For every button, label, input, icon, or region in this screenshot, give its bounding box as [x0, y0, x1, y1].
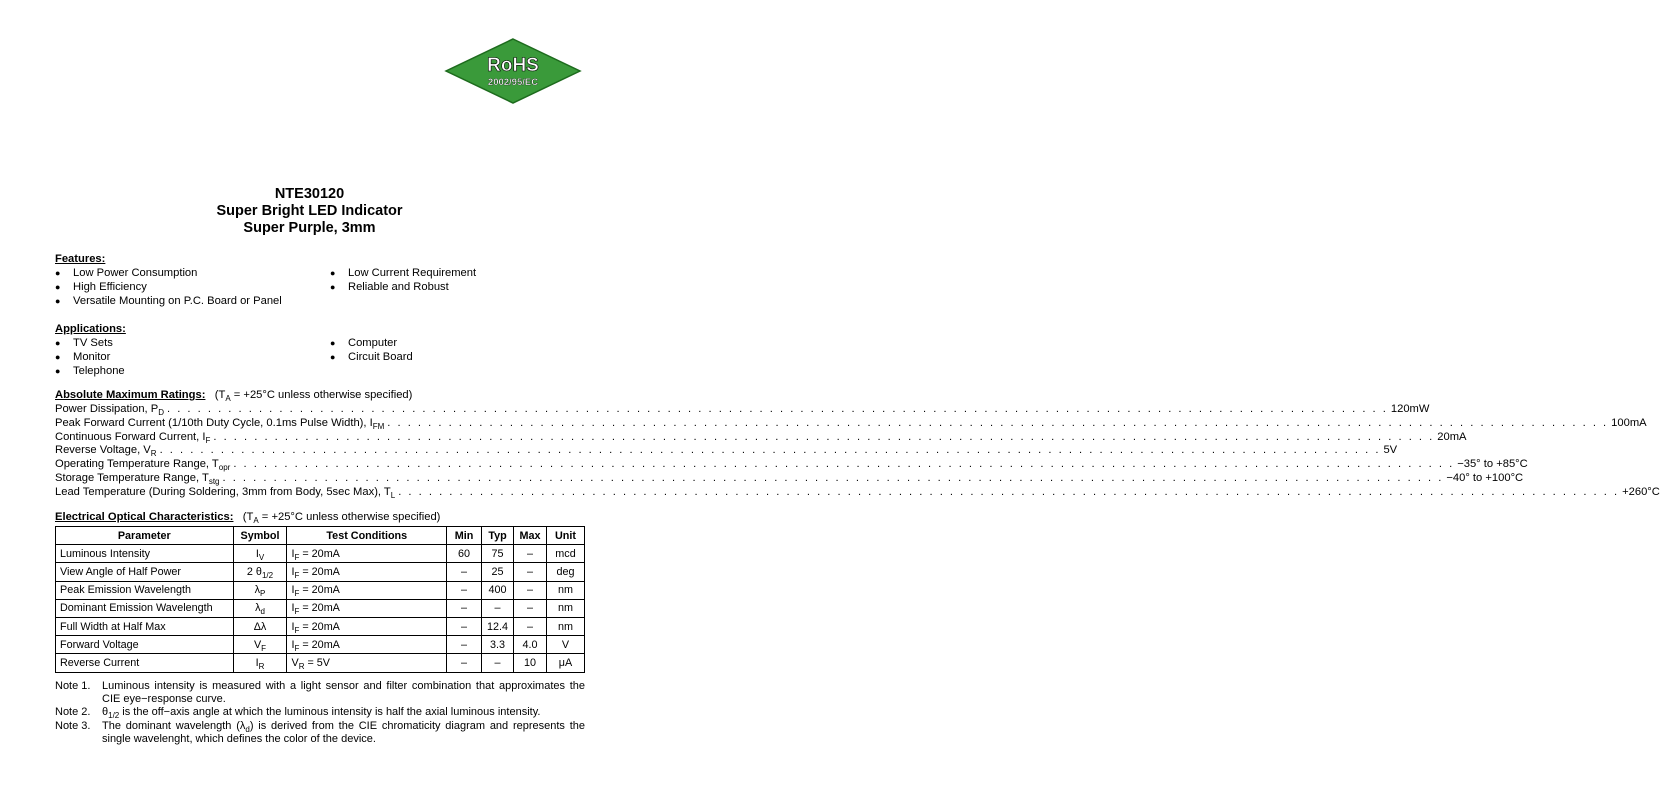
eo-heading: Electrical Optical Characteristics:: [55, 511, 234, 523]
rating-label: Continuous Forward Current, $I_F$: [55, 430, 211, 445]
cell-symbol: $V_F$: [233, 636, 287, 654]
cell-unit: nm: [547, 581, 585, 599]
eo-table: [55, 526, 585, 673]
list-item: ● TV Sets: [55, 336, 330, 350]
rating-value: −35° to +85°C: [1457, 458, 1528, 471]
table-row: [56, 581, 585, 599]
rating-value: −40° to +100°C: [1446, 471, 1524, 484]
cell-min: –: [447, 617, 482, 635]
cell-symbol: $\lambda_P$: [233, 581, 287, 599]
list-item: ● Telephone: [55, 364, 330, 378]
cell-unit: mcd: [547, 545, 585, 563]
leader-dots: . . . . . . . . . . . . . . . . . . . . . . . . . . . . . . . . . . . . . . . . . . . . . . . . . . . . . . . . . . . . . . . . . . . . . . . . . . . . . . . . . . . . . . . . . . . . . . . . . . . . . . . . . . . . . . . . . . . . . . . .: [167, 403, 1388, 415]
note-pre: The dominant wavelength (λ: [102, 719, 246, 732]
leader-dots: . . . . . . . . . . . . . . . . . . . . . . . . . . . . . . . . . . . . . . . . . . . . . . . . . . . . . . . . . . . . . . . . . . . . . . . . . . . . . . . . . . . . . . . . . . . . . . . . . . . . . . . . . . . . . . . . . . . . . . . .: [387, 416, 1609, 429]
applications-list-right: [330, 336, 413, 378]
notes-section: [55, 680, 585, 746]
cell-max: –: [514, 545, 547, 563]
cell-unit: deg: [547, 563, 585, 581]
col-header: Unit: [547, 527, 585, 545]
cell-parameter: Reverse Current: [56, 654, 234, 672]
note-2: [55, 706, 585, 719]
table-header-row: [56, 527, 585, 545]
features-heading: Features:: [55, 253, 106, 265]
cell-unit: nm: [547, 599, 585, 617]
table-row: [56, 617, 585, 635]
list-item: ● Low Power Consumption: [55, 266, 330, 280]
cell-symbol: $\lambda_d$: [233, 599, 287, 617]
table-row: [56, 563, 585, 581]
list-item: ● Circuit Board: [330, 350, 413, 364]
features-list-left: [55, 266, 330, 308]
table-row: [56, 654, 585, 672]
cell-typ: 3.3: [482, 636, 514, 654]
condition-text: = +25°C unless otherwise specified): [258, 511, 441, 523]
note-text: Luminous intensity is measured with a light sensor and filter combination that approximates the CIE eye−response curve.: [102, 680, 585, 706]
cell-typ: –: [482, 654, 514, 672]
note-label: Note 2.: [55, 706, 91, 719]
list-item: ● Computer: [330, 336, 413, 350]
cell-max: –: [514, 617, 547, 635]
title-line-3: Super Purple, 3mm: [243, 220, 376, 236]
rating-row: [55, 444, 1398, 459]
ratings-list: [55, 403, 1660, 501]
eo-header: [55, 510, 585, 525]
leader-dots: . . . . . . . . . . . . . . . . . . . . . . . . . . . . . . . . . . . . . . . . . . . . . . . . . . . . . . . . . . . . . . . . . . . . . . . . . . . . . . . . . . . . . . . . . . . . . . . . . . . . . . . . . . . . . . . . . . . . . . . .: [159, 444, 1381, 457]
list-item: ● Low Current Requirement: [330, 266, 476, 280]
cell-symbol: $I_V$: [233, 545, 287, 563]
abs-max-heading: Absolute Maximum Ratings:: [55, 389, 206, 401]
col-header: Symbol: [233, 527, 287, 545]
rating-label: Storage Temperature Range, $T_{stg}$: [55, 471, 220, 487]
cell-unit: V: [547, 636, 585, 654]
cell-test-conditions: $I_F = 20mA$: [287, 599, 447, 617]
rating-row: [55, 403, 1430, 418]
note-3: [55, 720, 585, 746]
condition-text: (T: [242, 511, 254, 523]
cell-test-conditions: $I_F = 20mA$: [287, 636, 447, 654]
part-number: NTE30120: [274, 186, 345, 202]
condition-text: = +25°C unless otherwise specified): [230, 389, 413, 401]
cell-parameter: Forward Voltage: [56, 636, 234, 654]
cell-test-conditions: $I_F = 20mA$: [287, 581, 447, 599]
col-header: Typ: [482, 527, 514, 545]
cell-min: 60: [447, 545, 482, 563]
rohs-directive: 2002/95/EC: [487, 77, 539, 88]
rating-row: [55, 485, 1660, 501]
list-item: ● Reliable and Robust: [330, 280, 476, 294]
note-sub: d: [245, 724, 250, 734]
cell-parameter: Dominant Emission Wavelength: [56, 599, 234, 617]
col-header: Max: [514, 527, 547, 545]
title-line-2: Super Bright LED Indicator: [216, 203, 403, 219]
absolute-max-ratings: [55, 388, 1660, 501]
table-row: [56, 636, 585, 654]
electrical-optical-characteristics: [55, 510, 585, 673]
note-body: ) is derived from the CIE chromaticity diagram and represents the single wavelenght, which defines the color of the device.: [102, 719, 585, 745]
leader-dots: . . . . . . . . . . . . . . . . . . . . . . . . . . . . . . . . . . . . . . . . . . . . . . . . . . . . . . . . . . . . . . . . . . . . . . . . . . . . . . . . . . . . . . . . . . . . . . . . . . . . . . . . . . . . . . . . . . . . . . . .: [222, 471, 1444, 484]
rating-row: [55, 458, 1528, 473]
cell-typ: –: [482, 599, 514, 617]
cell-symbol: 2 $\theta_{1/2}$: [233, 563, 287, 581]
cell-max: –: [514, 563, 547, 581]
applications-section: [55, 322, 585, 378]
col-header: Parameter: [56, 527, 234, 545]
rating-label: Power Dissipation, $P_D$: [55, 403, 164, 418]
cell-min: –: [447, 563, 482, 581]
cell-parameter: Full Width at Half Max: [56, 617, 234, 635]
leader-dots: . . . . . . . . . . . . . . . . . . . . . . . . . . . . . . . . . . . . . . . . . . . . . . . . . . . . . . . . . . . . . . . . . . . . . . . . . . . . . . . . . . . . . . . . . . . . . . . . . . . . . . . . . . . . . . . . . . . . . . . .: [398, 485, 1620, 498]
rating-row: [55, 471, 1524, 487]
features-section: [55, 252, 585, 308]
cell-typ: 12.4: [482, 617, 514, 635]
cell-symbol: $I_R$: [233, 654, 287, 672]
note-symbol: θ: [102, 706, 109, 719]
cell-min: –: [447, 599, 482, 617]
cell-typ: 400: [482, 581, 514, 599]
document-title: [0, 186, 619, 237]
table-row: [56, 599, 585, 617]
cell-max: 10: [514, 654, 547, 672]
rating-row: [55, 430, 1467, 445]
note-text: [102, 706, 585, 719]
rating-label: Peak Forward Current (1/10th Duty Cycle, 0.1ms Pulse Width), $I_{FM}$: [55, 416, 385, 432]
cell-max: 4.0: [514, 636, 547, 654]
note-label: Note 3.: [55, 719, 91, 732]
rating-value: 20mA: [1437, 430, 1467, 443]
cell-test-conditions: $I_F = 20mA$: [287, 617, 447, 635]
cell-typ: 75: [482, 545, 514, 563]
cell-max: –: [514, 599, 547, 617]
cell-max: –: [514, 581, 547, 599]
cell-test-conditions: $I_F = 20mA$: [287, 545, 447, 563]
note-label: Note 1.: [55, 680, 91, 692]
condition-sub: A: [225, 394, 231, 404]
cell-unit: μA: [547, 654, 585, 672]
col-header: Test Conditions: [287, 527, 447, 545]
note-1: [55, 680, 585, 706]
note-text: [102, 720, 585, 746]
list-item: ● High Efficiency: [55, 280, 330, 294]
cell-test-conditions: $I_F = 20mA$: [287, 563, 447, 581]
cell-parameter: Peak Emission Wavelength: [56, 581, 234, 599]
applications-heading: Applications:: [55, 323, 126, 335]
rohs-badge: [445, 38, 581, 104]
leader-dots: . . . . . . . . . . . . . . . . . . . . . . . . . . . . . . . . . . . . . . . . . . . . . . . . . . . . . . . . . . . . . . . . . . . . . . . . . . . . . . . . . . . . . . . . . . . . . . . . . . . . . . . . . . . . . . . . . . . . . . . .: [233, 458, 1455, 471]
rating-value: 120mW: [1390, 403, 1430, 415]
table-row: [56, 545, 585, 563]
cell-min: –: [447, 636, 482, 654]
list-item: ● Versatile Mounting on P.C. Board or Panel: [55, 294, 330, 308]
features-list-right: [330, 266, 476, 308]
cell-unit: nm: [547, 617, 585, 635]
rating-label: Reverse Voltage, $V_R$: [55, 444, 157, 459]
rating-value: +260°C: [1622, 485, 1660, 498]
condition-text: (T: [214, 389, 226, 401]
cell-typ: 25: [482, 563, 514, 581]
leader-dots: . . . . . . . . . . . . . . . . . . . . . . . . . . . . . . . . . . . . . . . . . . . . . . . . . . . . . . . . . . . . . . . . . . . . . . . . . . . . . . . . . . . . . . . . . . . . . . . . . . . . . . . . . . . . . . . . . . . . . . . .: [213, 430, 1435, 443]
cell-parameter: Luminous Intensity: [56, 545, 234, 563]
cell-parameter: View Angle of Half Power: [56, 563, 234, 581]
list-item: ● Monitor: [55, 350, 330, 364]
note-body: is the off−axis angle at which the luminous intensity is half the axial luminous intensity.: [119, 706, 541, 719]
rohs-text: RoHS: [487, 55, 539, 76]
cell-symbol: Δλ: [233, 617, 287, 635]
applications-list-left: [55, 336, 330, 378]
rating-label: Operating Temperature Range, $T_{opr}$: [55, 458, 231, 473]
rating-label: Lead Temperature (During Soldering, 3mm from Body, 5sec Max), $T_L$: [55, 485, 396, 501]
abs-max-header: [55, 388, 585, 403]
rating-value: 5V: [1383, 444, 1398, 457]
cell-min: –: [447, 654, 482, 672]
rating-row: [55, 416, 1647, 432]
rating-value: 100mA: [1611, 416, 1647, 429]
cell-min: –: [447, 581, 482, 599]
condition-sub: A: [253, 516, 259, 526]
note-sub: 1/2: [108, 711, 120, 721]
cell-test-conditions: $V_R = 5V$: [287, 654, 447, 672]
col-header: Min: [447, 527, 482, 545]
